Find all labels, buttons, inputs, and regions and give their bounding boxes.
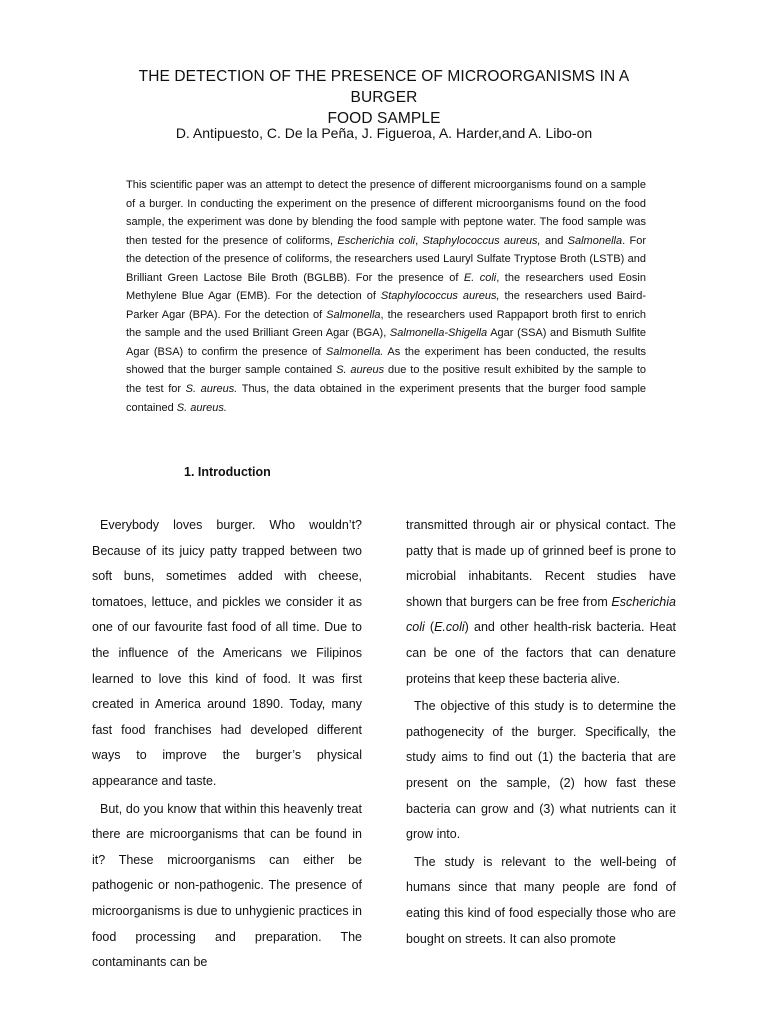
title-line-1: THE DETECTION OF THE PRESENCE OF MICROORGANISMS IN A BURGER	[138, 68, 630, 106]
paper-title	[110, 66, 658, 129]
abstract	[126, 176, 646, 417]
species-name: Escherichia coli	[337, 234, 416, 247]
section-heading-introduction: 1. Introduction	[184, 465, 271, 479]
abstract-text: . For the detection of the presence of coliforms, the researchers used Lauryl Sulfate Tryptose Broth (LSTB) and Brilliant Green Lactose Bile Broth (BGLBB). For the presence of	[126, 234, 646, 284]
species-name: Salmonella	[567, 234, 623, 247]
species-name: Salmonella	[326, 308, 381, 321]
species-name: S. aureus	[336, 364, 385, 377]
species-name: Escherichia coli	[406, 594, 676, 635]
abstract-text: This scientific paper was an attempt to detect the presence of different microorganisms found on a sample of a burger. In conducting the experiment on the presence of different microorganisms found on the food sample, the experiment was done by blending the food sample with peptone water. The food sample was then tested for the presence of coliforms,	[126, 179, 646, 247]
body-paragraph: Everybody loves burger. Who wouldn’t? Because of its juicy patty trapped between two soft buns, sometimes added with cheese, tomatoes, lettuce, and pickles we consider it as one of our favourite fast food of all time. Due to the influence of the Americans we Filipinos learned to love this kind of food. It was first created in America around 1890. Today, many fast food franchises had developed different ways to improve the burger’s physical appearance and taste.	[92, 518, 362, 788]
body-paragraph: The objective of this study is to determine the pathogenecity of the burger. Specifically, the study aims to find out (1) the bacteria that are present on the sample, (2) how fast these bacteria can grow and (3) what nutrients can it grow into.	[406, 699, 676, 842]
text-column-left	[92, 513, 362, 976]
body-text: ) and other health-risk bacteria. Heat can be one of the factors that can denature proteins that keep these bacteria alive.	[406, 620, 676, 686]
abstract-text: , the researchers used Eosin Methylene Blue Agar (EMB). For the detection of	[126, 271, 646, 303]
species-name: S. aureus.	[185, 383, 238, 396]
abstract-text: and	[540, 234, 568, 247]
species-name: E.coli	[434, 620, 465, 635]
body-text: (	[424, 620, 435, 635]
text-column-right	[406, 513, 676, 952]
author-list: D. Antipuesto, C. De la Peña, J. Figueroa, A. Harder,and A. Libo-on	[175, 125, 593, 141]
body-paragraph: The study is relevant to the well-being of humans since that many people are fond of eating this kind of food especially those who are bought on streets. It can also promote	[406, 854, 676, 946]
abstract-text: ,	[415, 234, 423, 247]
body-paragraph	[406, 513, 676, 692]
species-name: S. aureus.	[176, 401, 227, 414]
species-name: Salmonella.	[325, 345, 384, 358]
abstract-text: Thus, the data obtained in the experiment presents that the burger food sample contained	[126, 383, 647, 414]
species-name: Staphylococcus aureus,	[422, 234, 541, 247]
abstract-text: due to the positive result exhibited by the sample to the test for	[126, 364, 646, 396]
abstract-paragraph	[126, 176, 646, 417]
abstract-text: the researchers used Baird-Parker Agar (BPA). For the detection of	[126, 290, 646, 321]
species-name: E. coli	[463, 271, 497, 284]
species-name: Salmonella-Shigella	[389, 327, 488, 340]
abstract-text: Agar (SSA) and Bismuth Sulfite Agar (BSA) to confirm the presence of	[126, 327, 646, 358]
title-line-2: FOOD SAMPLE	[327, 110, 441, 127]
body-paragraph: But, do you know that within this heavenly treat there are microorganisms that can be found in it? These microorganisms can either be pathogenic or non-pathogenic. The presence of microorganisms is due to unhygienic practices in food processing and preparation. The contaminants can be	[92, 801, 362, 970]
abstract-text: , the researchers used Rappaport broth first to enrich the sample and the used Brilliant Green Agar (BGA),	[126, 308, 647, 340]
species-name: Staphylococcus aureus,	[380, 290, 500, 303]
body-text: transmitted through air or physical contact. The patty that is made up of grinned beef is prone to microbial inhabitants. Recent studies have shown that burgers can be free from	[406, 518, 676, 609]
abstract-text: As the experiment has been conducted, the results showed that the burger sample contained	[126, 345, 646, 377]
